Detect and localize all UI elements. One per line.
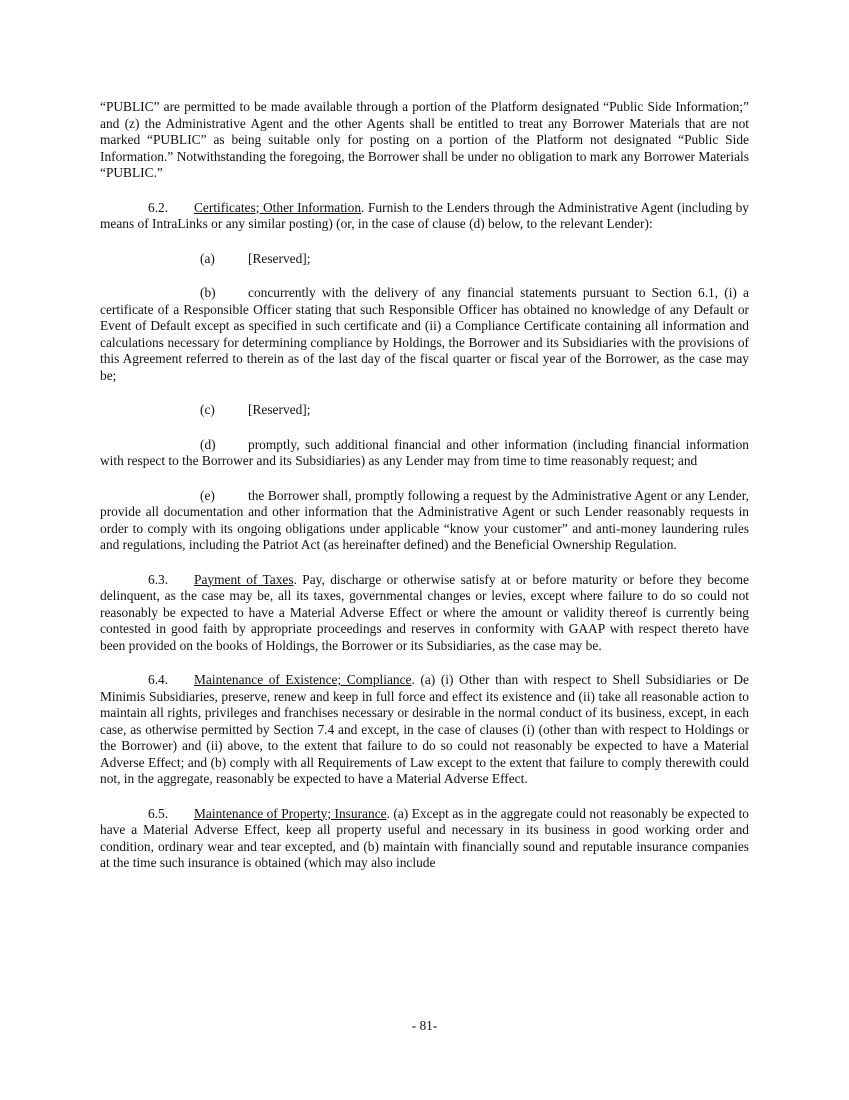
- section-heading: Payment of Taxes: [194, 571, 294, 587]
- intro-paragraph: “PUBLIC” are permitted to be made available through a portion of the Platform designated “Public Side Information;” and (z) the Administrative Agent and the other Agents shall be entitled to treat any Borrower Materials that are not marked “PUBLIC” as being suitable only for posting on a portion of the Platform not designated “Public Side Information.” Notwithstanding the foregoing, the Borrower shall be under no obligation to mark any Borrower Materials “PUBLIC.”: [100, 99, 749, 180]
- clause-d: [100, 437, 749, 470]
- section-number: 6.2.: [148, 199, 169, 215]
- clause-b: [100, 285, 749, 384]
- section-6-4-paragraph: [100, 672, 749, 788]
- clause-label: (c): [200, 402, 215, 417]
- clause-c: [100, 402, 749, 419]
- section-text: . Furnish to the Lenders through the Administrative Agent (including by means of IntraLinks or any similar posting) (or, in the case of clause (d) below, to the relevant Lender):: [100, 199, 749, 231]
- clause-text: concurrently with the delivery of any financial statements pursuant to Section 6.1, (i) a certificate of a Responsible Officer stating that such Responsible Officer has obtained no knowledge of any Default or Event of Default except as specified in such certificate and (ii) a Compliance Certificate containing all information and calculations necessary for determining compliance by Holdings, the Borrower and its Subsidiaries with the provisions of this Agreement referred to therein as of the last day of the fiscal quarter or fiscal year of the Borrower, as the case may be;: [100, 285, 749, 383]
- section-heading: Certificates; Other Information: [194, 199, 362, 215]
- clause-a: [100, 251, 749, 268]
- clause-e: [100, 488, 749, 554]
- section-text: . (a) Except as in the aggregate could not reasonably be expected to have a Material Adverse Effect, keep all property useful and necessary in its business in good working order and condition, ordinary wear and tear excepted, and (b) maintain with financially sound and reputable insurance companies at the time such insurance is obtained (which may also include: [100, 805, 749, 870]
- clause-label: (d): [200, 436, 216, 452]
- section-heading: Maintenance of Property; Insurance: [194, 805, 387, 821]
- section-text: . Pay, discharge or otherwise satisfy at or before maturity or before they become delinquent, as the case may be, all its taxes, governmental changes or levies, except where failure to do so could not reasonably be expected to have a Material Adverse Effect or where the amount or validity thereof is currently being contested in good faith by appropriate proceedings and reserves in conformity with GAAP with respect thereto have been provided on the books of Holdings, the Borrower or its Subsidiaries, as the case may be.: [100, 571, 749, 653]
- page-number: - 81-: [411, 1018, 438, 1033]
- clause-text: [Reserved];: [248, 250, 311, 266]
- clause-text: promptly, such additional financial and other information (including financial information with respect to the Borrower and its Subsidiaries) as any Lender may from time to time reasonably request; and: [100, 436, 749, 468]
- section-6-3-paragraph: [100, 572, 749, 655]
- section-text: . (a) (i) Other than with respect to Shell Subsidiaries or De Minimis Subsidiaries, preserve, renew and keep in full force and effect its existence and (ii) take all reasonable action to maintain all rights, privileges and franchises necessary or desirable in the normal conduct of its business, except, in each case, as otherwise permitted by Section 7.4 and except, in the case of clauses (i) (other than with respect to Holdings or the Borrower) and (ii) above, to the extent that failure to do so could not reasonably be expected to have a Material Adverse Effect; and (b) comply with all Requirements of Law except to the extent that failure to comply therewith could not, in the aggregate, reasonably be expected to have a Material Adverse Effect.: [100, 672, 749, 786]
- clause-label: (a): [200, 250, 215, 266]
- page-content: [100, 99, 749, 872]
- section-number: 6.4.: [148, 672, 169, 687]
- clause-text: [Reserved];: [248, 402, 311, 417]
- clause-label: (b): [200, 285, 216, 300]
- section-number: 6.3.: [148, 571, 169, 587]
- section-6-5-paragraph: [100, 806, 749, 872]
- clause-label: (e): [200, 487, 215, 503]
- section-number: 6.5.: [148, 805, 169, 821]
- clause-text: the Borrower shall, promptly following a request by the Administrative Agent or any Lender, provide all documentation and other information that the Administrative Agent or such Lender reasonably requests in order to comply with its ongoing obligations under applicable “know your customer” and anti-money laundering rules and regulations, including the Patriot Act (as hereinafter defined) and the Beneficial Ownership Regulation.: [100, 487, 749, 552]
- section-6-2-paragraph: [100, 200, 749, 233]
- section-heading: Maintenance of Existence; Compliance: [194, 672, 412, 687]
